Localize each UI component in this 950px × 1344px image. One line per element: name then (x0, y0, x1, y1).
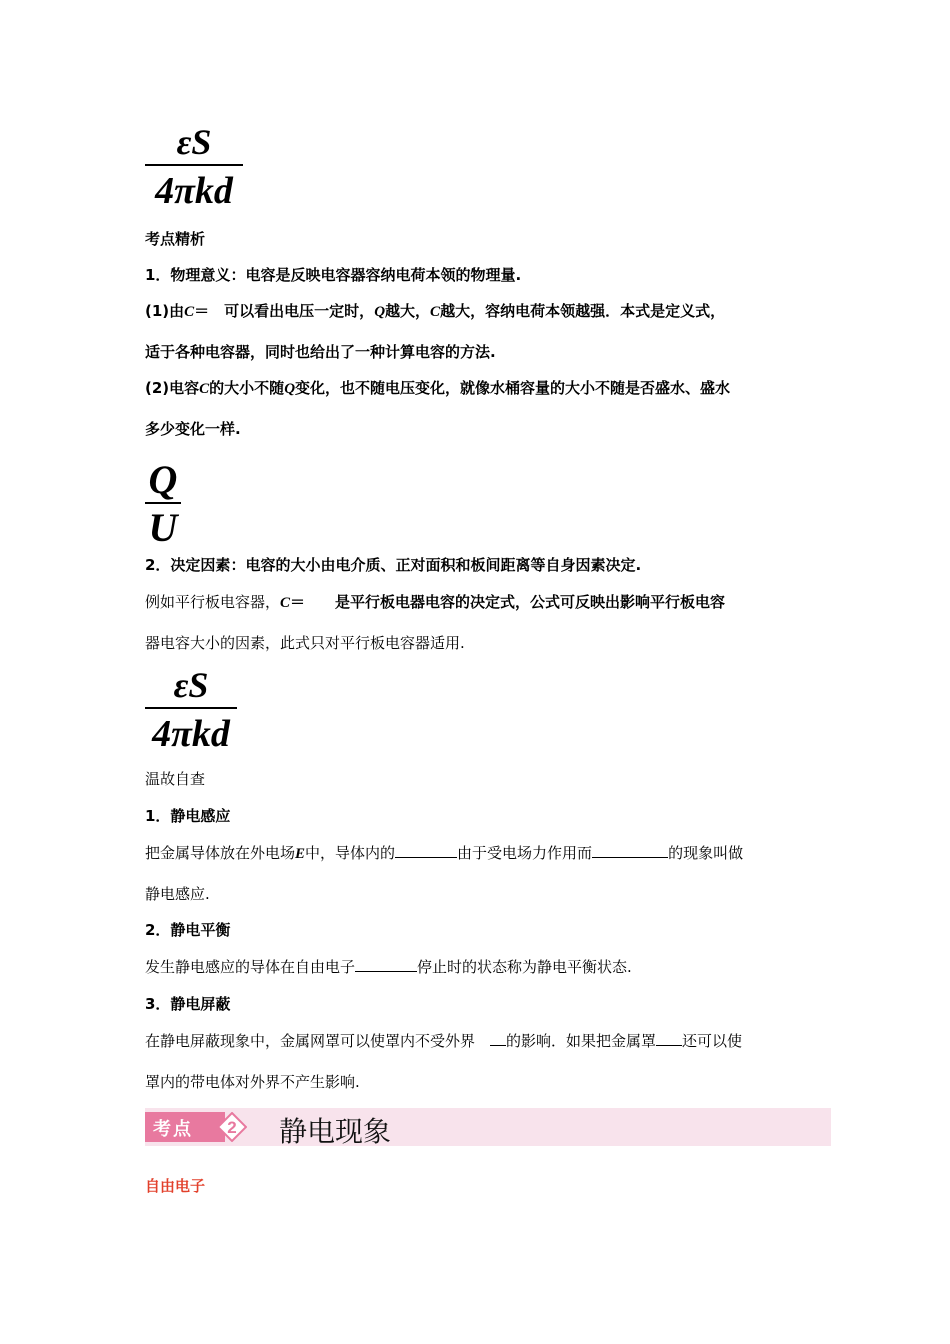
review-paragraph-3-cont: 罩内的带电体对外界不产生影响. (145, 1073, 360, 1091)
point1-item1: (1)由C＝ 可以看出电压一定时，Q越大，C越大，容纳电荷本领越强．本式是定义式， (145, 302, 726, 320)
point2-title: 2．决定因素：电容的大小由电介质、正对面积和板间距离等自身因素决定. (145, 556, 642, 574)
formula-capacitance-2 (145, 667, 237, 753)
point2-example: 例如平行板电容器，C＝ 是平行板电器电容的决定式，公式可反映出影响平行板电容 (145, 593, 726, 611)
point1-item2-cont: 多少变化一样. (145, 420, 241, 438)
answer-text: 自由电子 (145, 1177, 206, 1195)
fraction-bar (145, 164, 243, 166)
fraction-bar (145, 707, 237, 709)
topic-banner (145, 1108, 831, 1146)
badge-number: 2 (227, 1118, 237, 1137)
fill-blank (395, 845, 457, 858)
formula-numerator: εS (173, 665, 209, 705)
review-title: 温故自查 (145, 770, 206, 788)
formula-denominator: 4πkd (155, 170, 233, 212)
formula-denominator: U (148, 505, 178, 550)
point2-example-cont: 器电容大小的因素，此式只对平行板电容器适用. (145, 634, 465, 652)
badge-label: 考点 (153, 1119, 193, 1140)
point1-title: 1．物理意义：电容是反映电容器容纳电荷本领的物理量. (145, 266, 522, 284)
banner-title: 静电现象 (279, 1115, 392, 1148)
formula-capacitance-1 (145, 124, 243, 210)
section-title: 考点精析 (145, 230, 206, 248)
fraction-bar (145, 502, 181, 504)
fill-blank (490, 1033, 506, 1046)
formula-numerator: εS (176, 122, 212, 162)
review-paragraph-2: 发生静电感应的导体在自由电子 停止时的状态称为静电平衡状态. (145, 958, 632, 976)
review-paragraph-1-cont: 静电感应. (145, 885, 210, 903)
fill-blank (355, 959, 417, 972)
review-paragraph-1: 把金属导体放在外电场E中，导体内的 由于受电场力作用而 的现象叫做 (145, 844, 744, 862)
review-paragraph-3: 在静电屏蔽现象中，金属网罩可以使罩内不受外界 的影响．如果把金属罩 还可以使 (145, 1032, 743, 1050)
formula-denominator: 4πkd (152, 713, 230, 755)
review-heading-2: 2．静电平衡 (145, 921, 231, 939)
point1-item1-cont: 适于各种电容器，同时也给出了一种计算电容的方法. (145, 343, 496, 361)
fill-blank (656, 1033, 682, 1046)
number-badge-icon (217, 1112, 247, 1142)
formula-capacitance-definition (145, 457, 181, 550)
point1-item2: (2)电容C的大小不随Q变化，也不随电压变化，就像水桶容量的大小不随是否盛水、盛水 (145, 379, 731, 397)
formula-numerator: Q (148, 457, 178, 502)
review-heading-1: 1．静电感应 (145, 807, 231, 825)
topic-badge (145, 1112, 263, 1142)
fill-blank (592, 845, 668, 858)
review-heading-3: 3．静电屏蔽 (145, 995, 231, 1013)
